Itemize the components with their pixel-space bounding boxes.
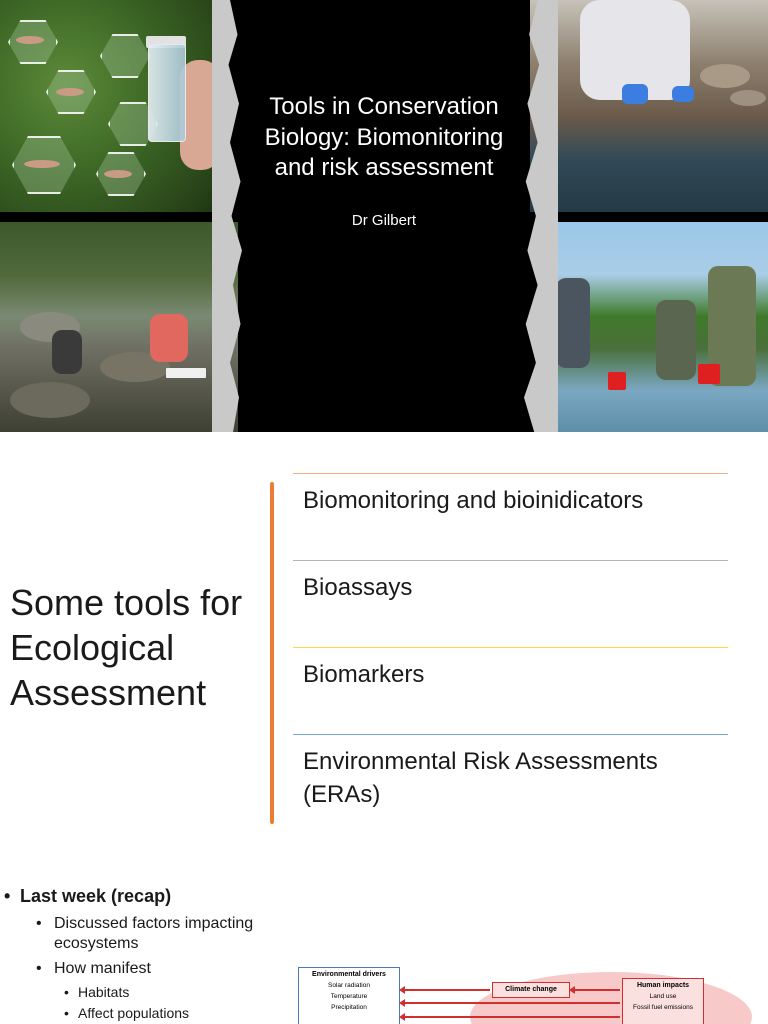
person-crouching (52, 330, 82, 374)
blue-glove (622, 84, 648, 104)
rock (730, 90, 766, 106)
clipboard (166, 368, 206, 378)
bullet-level-2: • How manifest (36, 960, 151, 977)
bullet-text: How manifest (54, 960, 151, 977)
fish-image (104, 170, 132, 178)
author-name: Dr Gilbert (351, 211, 417, 229)
environmental-drivers-box (298, 967, 400, 1024)
recap-slide (0, 864, 768, 1024)
arrow-left (404, 1002, 620, 1004)
red-bucket (608, 372, 626, 390)
driver-item: Precipitation (331, 1004, 367, 1011)
bullet-level-2: • Discussed factors impacting ecosystems (36, 914, 276, 954)
bullet-text: Habitats (78, 984, 130, 1000)
list-item (293, 647, 728, 691)
list-item-label: Biomarkers (303, 661, 425, 688)
list-item-label: Environmental Risk Assessments (ERAs) (303, 748, 658, 808)
title-block (258, 92, 510, 229)
bullet-text: Discussed factors impacting ecosystems (54, 915, 254, 952)
arrow-left (404, 1016, 620, 1018)
bullet-level-1: • Last week (recap) (4, 886, 172, 906)
rock (10, 382, 90, 418)
red-bucket (698, 364, 720, 384)
slide-heading: Some tools for Ecological Assessment (10, 582, 243, 713)
list-item-label: Bioassays (303, 574, 413, 601)
fish-image (16, 36, 44, 44)
slide-title: Tools in Conservation Biology: Biomonitoring and risk assessment (264, 93, 504, 181)
arrow-left (404, 989, 490, 991)
person-in-waders (556, 278, 590, 368)
bullet-text: Last week (recap) (20, 886, 172, 906)
impact-item: Fossil fuel emissions (633, 1004, 693, 1011)
rock (700, 64, 750, 88)
arrow-left (574, 989, 620, 991)
photo-water-sampling (530, 0, 768, 212)
photo-fish-edna (0, 0, 220, 212)
sample-vial (148, 44, 186, 142)
drivers-diagram (292, 964, 768, 1024)
fish-image (24, 160, 60, 168)
climate-change-box: Climate change (492, 982, 570, 998)
list-item (293, 734, 728, 811)
list-item (293, 560, 728, 604)
tools-slide (0, 432, 768, 864)
box-title: Human impacts (636, 982, 690, 989)
list-item (293, 473, 728, 517)
hexagon-shape (100, 34, 150, 78)
accent-divider (270, 482, 274, 824)
driver-item: Solar radiation (328, 982, 370, 989)
fish-image (56, 88, 84, 96)
bullet-level-3: • Habitats (64, 984, 130, 1000)
human-impacts-box (622, 978, 704, 1024)
bullet-text: Affect populations (78, 1005, 190, 1021)
bullet-level-3: • Affect populations (64, 1005, 190, 1021)
person-red-shirt (150, 314, 188, 362)
photo-stream-survey (0, 222, 238, 432)
box-title: Environmental drivers (312, 971, 386, 978)
impact-item: Land use (649, 993, 677, 1000)
list-item-label: Biomonitoring and bioinidicators (303, 487, 644, 514)
photo-electrofishing (548, 222, 768, 432)
driver-item: Temperature (330, 993, 368, 1000)
person-in-waders (656, 300, 696, 380)
blue-glove (672, 86, 694, 102)
title-slide (0, 0, 768, 432)
